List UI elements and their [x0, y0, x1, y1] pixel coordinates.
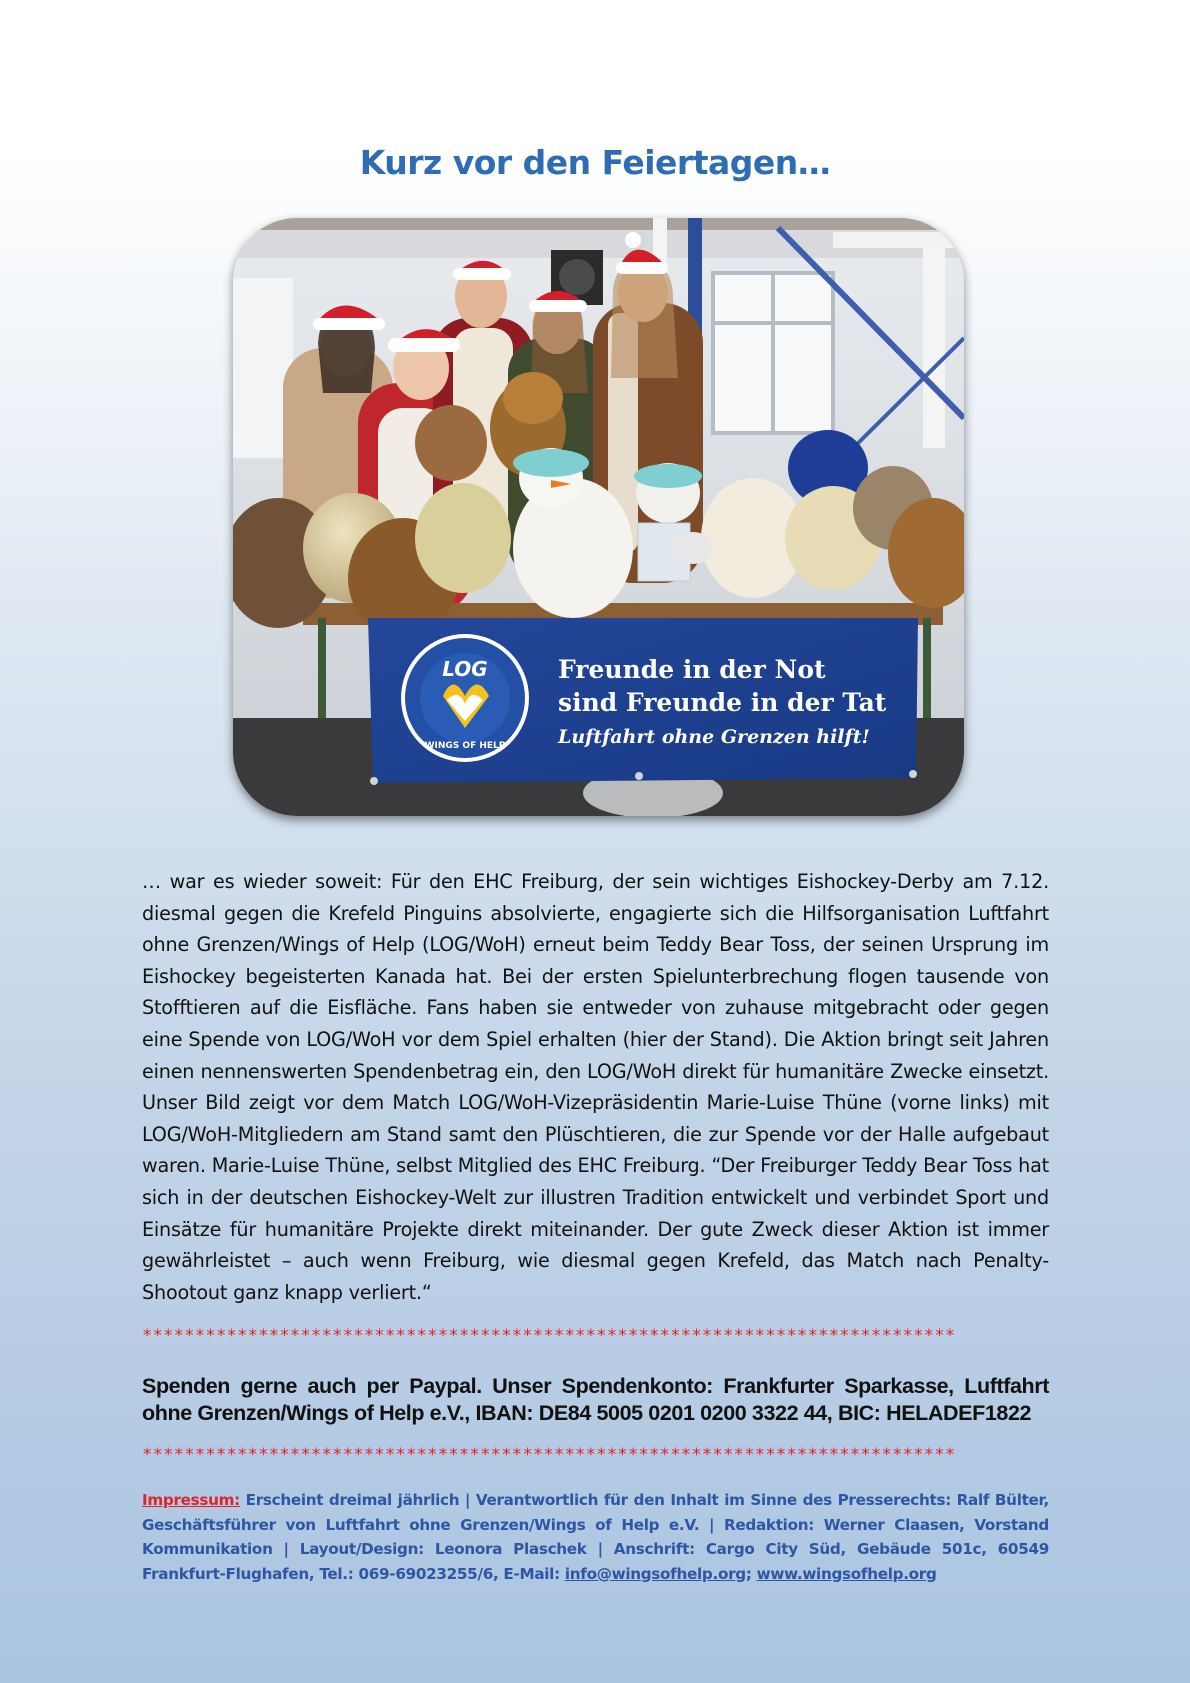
article-body: … war es wieder soweit: Für den EHC Freiburg, der sein wichtiges Eishockey-Derby am 7.12. diesmal gegen die Krefeld Pinguins absolvierte, engagierte sich die Hilfsorganisation Luftfahrt ohne Grenzen/Wings of Help (LOG/WoH) erneut beim Teddy Bear Toss, der seinen Ursprung im Eishockey begeisterten Kanada hat. Bei der ersten Spielunterbrechung flogen tausende von Stofftieren auf die Eisfläche. Fans haben sie entweder von zuhause mitgebracht oder gegen eine Spende von LOG/WoH vor dem Spiel erhalten (hier der Stand). Die Aktion bringt seit Jahren einen nennenswerten Spendenbetrag ein, den LOG/WoH direkt für humanitäre Zwecke einsetzt. Unser Bild zeigt vor dem Match LOG/WoH-Vizepräsidentin Marie-Luise Thüne (vorne links) mit LOG/WoH-Mitgliedern am Stand samt den Plüschtieren, die zur Spende vor der Halle aufgebaut waren. Marie-Luise Thüne, selbst Mitglied des EHC Freiburg. “Der Freiburger Teddy Bear Toss hat sich in der deutschen Eishockey-Welt zur illustren Tradition entwickelt und verbindet Sport und Einsätze für humanitäre Projekte direkt miteinander. Der gute Zweck dieser Aktion ist immer gewährleistet – auch wenn Freiburg, wie diesmal gegen Krefeld, das Match nach Penalty-Shootout ganz knapp verliert.“: [142, 870, 1049, 1304]
banner-line-3: Luftfahrt ohne Grenzen hilft!: [558, 726, 870, 748]
banner-line-2: sind Freunde in der Tat: [558, 688, 887, 717]
impressum-text: Erscheint dreimal jährlich | Verantwortlich für den Inhalt im Sinne des Presserechts: Ralf Bülter, Geschäftsführer von Luftfahrt ohne Grenzen/Wings of Help e.V. | Redaktion: Werner Claasen, Vorstand Kommunikation | Layout/Design: Leonora Plaschek | Anschrift: Cargo City Süd, Gebäude 501c, 60549 Frankfurt-Flughafen, Tel.: 069-69023255/6, E-Mail:: [142, 1491, 1049, 1583]
impressum: [142, 1488, 1049, 1586]
logo-text: LOG: [442, 657, 488, 681]
separator-bottom: *****************************************************************************: [142, 1445, 956, 1465]
logo-ring-text: WINGS OF HELP: [424, 741, 506, 751]
event-photo: [233, 218, 964, 816]
page-title: Kurz vor den Feiertagen…: [359, 143, 831, 182]
website-link[interactable]: www.wingsofhelp.org: [756, 1564, 937, 1583]
email-link[interactable]: info@wingsofhelp.org: [564, 1564, 746, 1583]
impressum-label: Impressum:: [142, 1491, 240, 1509]
banner-line-1: Freunde in der Not: [558, 655, 826, 684]
separator-top: *****************************************************************************: [142, 1326, 956, 1346]
link-separator: ;: [745, 1564, 757, 1583]
donation-info: Spenden gerne auch per Paypal. Unser Spendenkonto: Frankfurter Sparkasse, Luftfahrt ohne Grenzen/Wings of Help e.V., IBAN: DE84 5005 0201 0200 3322 44, BIC: HELADEF1822: [142, 1374, 1049, 1425]
